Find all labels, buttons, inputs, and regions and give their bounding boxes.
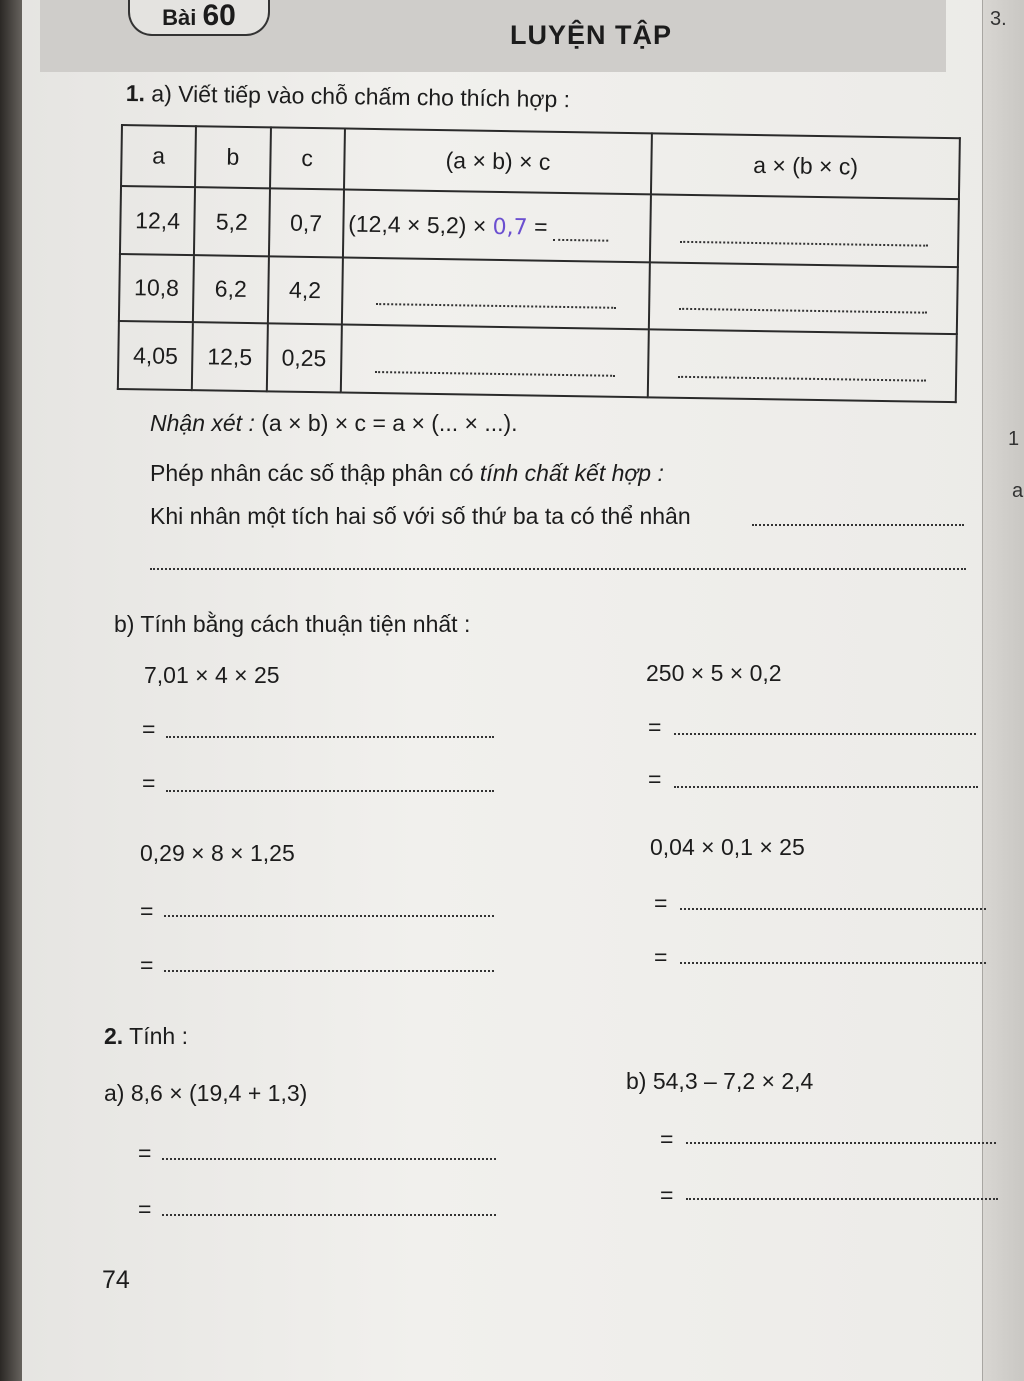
- ex2-part-a: a) 8,6 × (19,4 + 1,3): [104, 1080, 308, 1106]
- equals-sign: =: [648, 714, 662, 740]
- rule-answer-dots[interactable]: [752, 524, 964, 526]
- equals-sign: =: [138, 1140, 152, 1166]
- property-line: [150, 460, 664, 487]
- next-page-margin-1: 1: [1008, 428, 1020, 450]
- remark-formula: (a × b) × c = a × (... × ...).: [261, 410, 518, 436]
- expr-3: 0,29 × 8 × 1,25: [140, 840, 295, 866]
- cell-a-bc[interactable]: [648, 330, 957, 402]
- table-row: [118, 321, 957, 402]
- equals-sign: =: [654, 944, 668, 970]
- cell-c: 4,2: [267, 256, 342, 325]
- answer-dots: [680, 226, 928, 246]
- cell-a: 10,8: [119, 254, 194, 323]
- equals-sign: =: [140, 898, 154, 924]
- next-page-edge: [982, 0, 1024, 1381]
- answer-dots[interactable]: [166, 790, 494, 792]
- header-cell-a-bc: a × (b × c): [651, 133, 960, 199]
- ex1-number: 1.: [125, 80, 146, 107]
- cell-ab-c[interactable]: [342, 257, 651, 329]
- next-page-corner-text: 3.: [990, 8, 1007, 30]
- ex2-heading: [104, 1023, 188, 1050]
- page-title: LUYỆN TẬP: [510, 20, 673, 50]
- ex2-number: 2.: [104, 1023, 124, 1049]
- rule-answer-dots-2[interactable]: [150, 568, 966, 570]
- lesson-badge: [128, 0, 270, 36]
- equals-sign: =: [142, 716, 156, 742]
- cell-b: 5,2: [194, 188, 269, 257]
- cell-c: 0,25: [266, 324, 341, 393]
- header-cell-ab-c: (a × b) × c: [344, 129, 653, 195]
- answer-dots[interactable]: [680, 962, 986, 964]
- equals-sign: =: [142, 770, 156, 796]
- handwritten-answer: 0,7: [492, 214, 528, 241]
- answer-dots[interactable]: [680, 908, 986, 910]
- part-b-heading: b) Tính bằng cách thuận tiện nhất :: [114, 611, 471, 637]
- cell-c: 0,7: [268, 189, 343, 258]
- equals-sign: =: [648, 766, 662, 792]
- expr-4: 0,04 × 0,1 × 25: [650, 834, 805, 860]
- header-cell-c: c: [270, 127, 345, 190]
- answer-dots: [554, 224, 609, 241]
- equals-sign: =: [138, 1196, 152, 1222]
- cell-ab-c[interactable]: [341, 325, 650, 397]
- answer-dots: [376, 289, 616, 309]
- equals-sign: =: [660, 1126, 674, 1152]
- answer-dots[interactable]: [686, 1198, 998, 1200]
- equals-sign: =: [654, 890, 668, 916]
- lesson-number: 60: [202, 0, 236, 32]
- equals-sign: =: [140, 952, 154, 978]
- answer-dots[interactable]: [162, 1158, 496, 1160]
- answer-dots[interactable]: [674, 733, 976, 735]
- page-number: 74: [102, 1266, 130, 1294]
- answer-dots: [678, 362, 926, 382]
- answer-dots[interactable]: [166, 736, 494, 738]
- property-prefix: Phép nhân các số thập phân có: [150, 460, 474, 486]
- lesson-label: Bài: [162, 5, 197, 30]
- expr-2: 250 × 5 × 0,2: [646, 660, 782, 686]
- cell-a-bc[interactable]: [649, 262, 958, 334]
- ex2-part-b: b) 54,3 – 7,2 × 2,4: [626, 1068, 814, 1094]
- expr-text: (12,4 × 5,2) ×: [348, 210, 487, 239]
- remark-line: [150, 410, 518, 437]
- equals-sign: =: [660, 1182, 674, 1208]
- ex2-heading-text: Tính :: [129, 1023, 188, 1049]
- expr-1: 7,01 × 4 × 25: [144, 662, 280, 688]
- header-cell-b: b: [195, 126, 270, 189]
- cell-ab-c[interactable]: [343, 190, 652, 262]
- cell-b: 12,5: [192, 323, 267, 392]
- answer-dots: [679, 294, 927, 314]
- cell-a: 12,4: [120, 186, 195, 255]
- rule-line: Khi nhân một tích hai số với số thứ ba ta có thể nhân: [150, 503, 691, 529]
- property-italic: tính chất kết hợp :: [479, 460, 664, 486]
- equals-sign: =: [533, 213, 548, 240]
- header-cell-a: a: [121, 125, 196, 188]
- answer-dots[interactable]: [674, 786, 978, 788]
- answer-dots[interactable]: [686, 1142, 996, 1144]
- answer-dots[interactable]: [164, 970, 494, 972]
- ex1-heading-text: a) Viết tiếp vào chỗ chấm cho thích hợp :: [151, 80, 571, 113]
- cell-a-bc[interactable]: [650, 195, 959, 267]
- remark-label: Nhận xét :: [150, 410, 255, 436]
- next-page-margin-2: a: [1012, 480, 1024, 502]
- answer-dots[interactable]: [164, 915, 494, 917]
- multiplication-table: [117, 124, 961, 403]
- cell-b: 6,2: [193, 255, 268, 324]
- answer-dots[interactable]: [162, 1214, 496, 1216]
- answer-dots: [375, 357, 615, 377]
- cell-a: 4,05: [118, 321, 193, 390]
